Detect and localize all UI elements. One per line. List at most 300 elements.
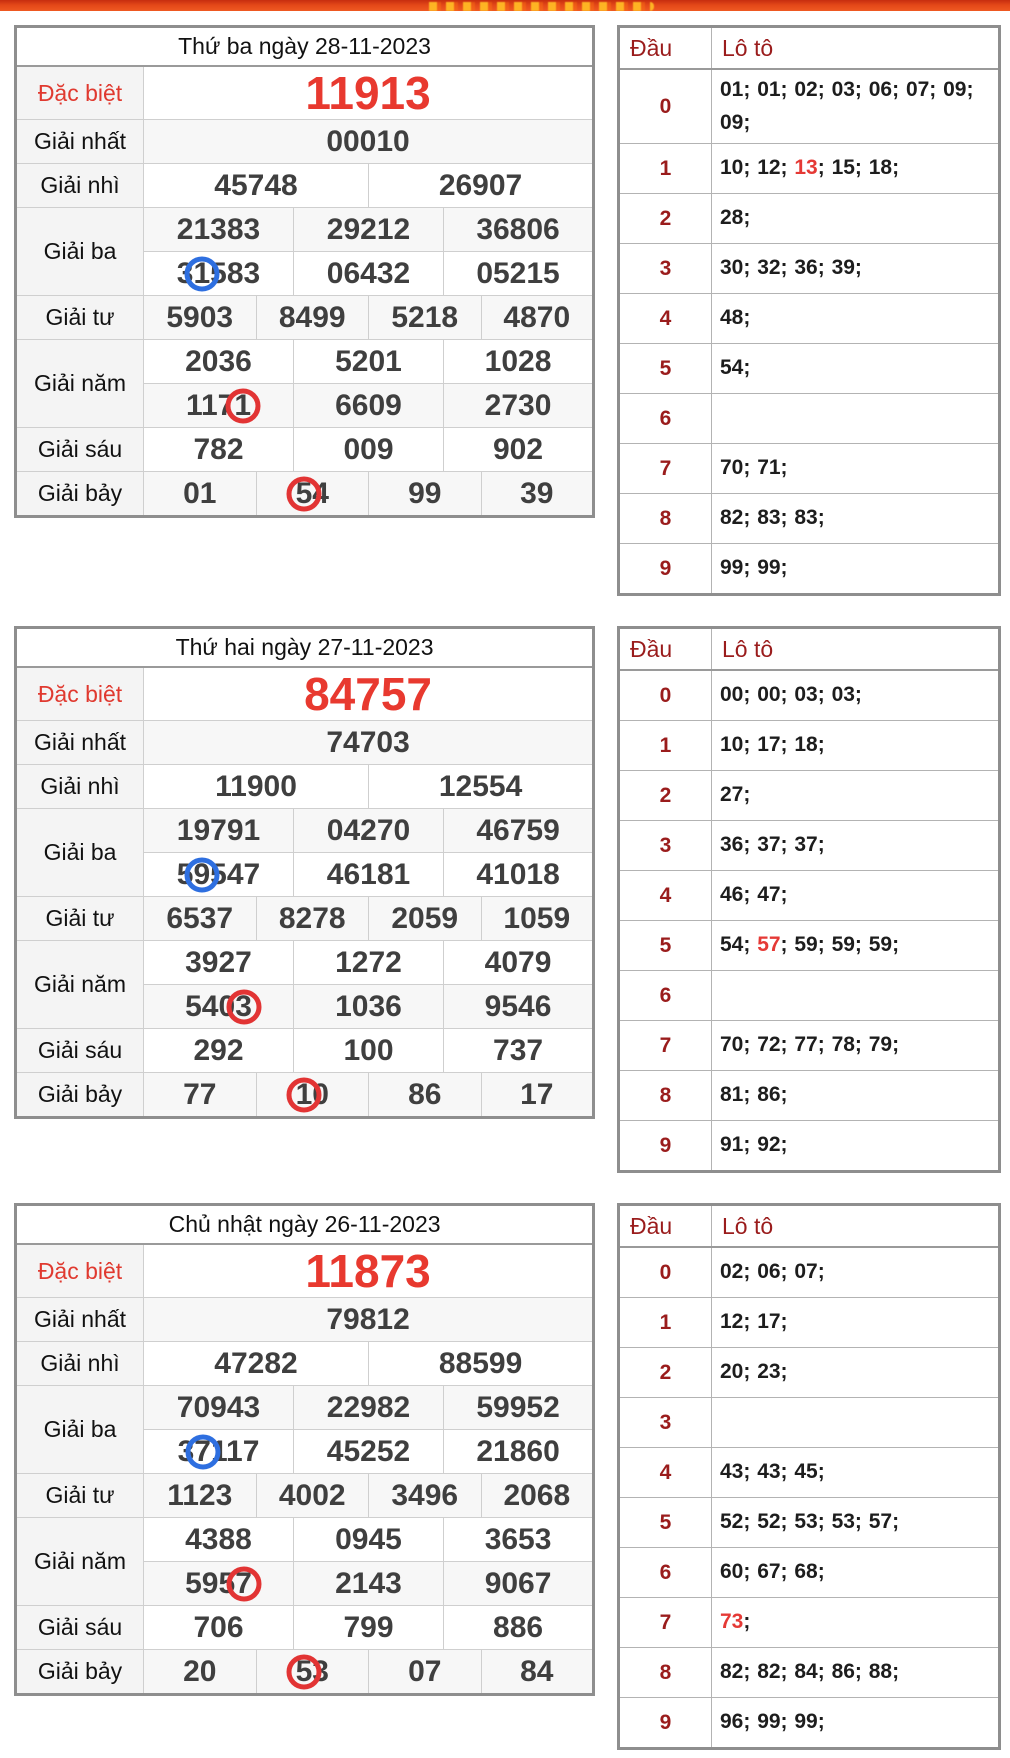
table-row	[619, 871, 1000, 921]
loto-value: 18	[794, 733, 818, 757]
dau-digit: 8	[619, 1071, 712, 1121]
loto-value: 53	[794, 1510, 818, 1534]
loto-value: 99	[794, 1710, 818, 1734]
table-row	[619, 921, 1000, 971]
dau-digit: 9	[619, 1121, 712, 1172]
table-row	[16, 1073, 594, 1118]
loto-value: 88	[868, 1660, 893, 1684]
prize-cell: 17	[481, 1073, 594, 1118]
prize-label: Giải ba	[16, 208, 144, 296]
red-circle-marker: 1	[234, 388, 252, 422]
table-row	[16, 120, 594, 164]
loto-values: 96; 99; 99;	[712, 1698, 1000, 1749]
loto-value: 03	[794, 683, 818, 707]
prize-cell: 799	[294, 1606, 444, 1650]
table-row	[619, 1498, 1000, 1548]
prize-cell: 5201	[294, 340, 444, 384]
loto-values: 46; 47;	[712, 871, 1000, 921]
prize-label: Giải nhì	[16, 765, 144, 809]
table-row	[16, 1244, 594, 1298]
prize-cell: 1028	[444, 340, 594, 384]
table-row	[16, 164, 594, 208]
table-row	[16, 27, 594, 67]
loto-value: 59	[868, 933, 893, 957]
prize-cell: 4079	[444, 941, 594, 985]
loto-value: 48	[720, 306, 744, 330]
table-row	[16, 1650, 594, 1695]
table-row	[16, 809, 594, 853]
loto-value: 06	[868, 78, 893, 101]
results-table	[14, 626, 595, 1119]
prize-cell: 2068	[481, 1474, 594, 1518]
prize-label: Đặc biệt	[16, 1244, 144, 1298]
loto-value: 07	[905, 78, 930, 101]
loto-value: 60	[720, 1560, 744, 1584]
loto-value: 46	[720, 883, 744, 907]
table-row	[16, 628, 594, 668]
loto-value: 37	[757, 833, 781, 857]
loto-values: 01; 01; 02; 03; 06; 07; 09; 09;	[712, 69, 1000, 144]
prize-label: Giải ba	[16, 809, 144, 897]
loto-value: 27	[720, 783, 744, 807]
date-header: Thứ ba ngày 28-11-2023	[16, 27, 594, 67]
table-row	[619, 1071, 1000, 1121]
prize-label: Giải bảy	[16, 1073, 144, 1118]
dau-digit: 8	[619, 1648, 712, 1698]
table-row	[619, 821, 1000, 871]
prize-cell: 12554	[369, 765, 594, 809]
table-row	[16, 667, 594, 721]
table-row	[16, 765, 594, 809]
table-row	[16, 1474, 594, 1518]
prize-cell: 292	[144, 1029, 294, 1073]
loto-value: 09	[720, 110, 744, 134]
table-row	[619, 1398, 1000, 1448]
results-table	[14, 1203, 595, 1696]
loto-value: 70	[720, 1033, 744, 1057]
prize-cell: 86	[369, 1073, 482, 1118]
table-row	[619, 721, 1000, 771]
table-row	[619, 1548, 1000, 1598]
loto-value: 57	[868, 1510, 893, 1534]
dau-digit: 5	[619, 344, 712, 394]
loto-values: 00; 00; 03; 03;	[712, 670, 1000, 721]
dau-digit: 1	[619, 144, 712, 194]
table-row	[16, 1342, 594, 1386]
loto-values: 12; 17;	[712, 1298, 1000, 1348]
table-row	[16, 208, 594, 252]
prize-label: Giải sáu	[16, 428, 144, 472]
loto-value: 53	[831, 1510, 855, 1534]
loto-value: 39	[831, 256, 855, 280]
table-row	[619, 144, 1000, 194]
table-row	[619, 771, 1000, 821]
loto-value: 20	[720, 1360, 744, 1384]
dau-header: Đầu	[619, 27, 712, 70]
loto-value: 59	[831, 933, 855, 957]
prize-cell: 04270	[294, 809, 444, 853]
dau-digit: 6	[619, 394, 712, 444]
red-circle-marker: 5	[295, 1654, 313, 1688]
table-row	[16, 1029, 594, 1073]
prize-cell: 99	[369, 472, 482, 517]
dau-loto-table	[617, 626, 1001, 1173]
loto-value: 52	[720, 1510, 744, 1534]
loto-values: 20; 23;	[712, 1348, 1000, 1398]
table-row	[619, 244, 1000, 294]
table-row	[619, 494, 1000, 544]
loto-value: 82	[720, 1660, 744, 1684]
loto-values: 28;	[712, 194, 1000, 244]
prize-cell: 100	[294, 1029, 444, 1073]
loto-value: 52	[757, 1510, 781, 1534]
table-row	[619, 628, 1000, 671]
table-row	[16, 66, 594, 120]
prize-cell: 59547	[144, 853, 294, 897]
loto-value: 17	[757, 733, 781, 757]
prize-label: Giải năm	[16, 941, 144, 1029]
dau-digit: 7	[619, 444, 712, 494]
dau-digit: 0	[619, 670, 712, 721]
prize-cell: 0945	[294, 1518, 444, 1562]
prize-label: Giải năm	[16, 1518, 144, 1606]
loto-value: 91	[720, 1133, 744, 1157]
dau-digit: 3	[619, 244, 712, 294]
prize-cell: 8499	[256, 296, 369, 340]
dau-digit: 1	[619, 1298, 712, 1348]
prize-cell: 9546	[444, 985, 594, 1029]
loto-header: Lô tô	[712, 628, 1000, 671]
loto-header: Lô tô	[712, 27, 1000, 70]
prize-cell: 79812	[144, 1298, 594, 1342]
date-header: Chủ nhật ngày 26-11-2023	[16, 1205, 594, 1245]
loto-values: 81; 86;	[712, 1071, 1000, 1121]
loto-values: 43; 43; 45;	[712, 1448, 1000, 1498]
dau-digit: 4	[619, 294, 712, 344]
loto-value: 84	[794, 1660, 818, 1684]
prize-label: Giải sáu	[16, 1029, 144, 1073]
loto-value: 12	[720, 1310, 744, 1334]
prize-cell: 10	[256, 1073, 369, 1118]
dau-header: Đầu	[619, 628, 712, 671]
loto-value: 23	[757, 1360, 781, 1384]
loto-value: 99	[757, 1710, 781, 1734]
loto-value: 15	[831, 156, 855, 180]
dau-digit: 2	[619, 771, 712, 821]
red-circle-marker: 3	[235, 989, 252, 1023]
prize-cell: 8278	[256, 897, 369, 941]
red-circle-marker: 5	[295, 476, 313, 510]
loto-value: 43	[720, 1460, 744, 1484]
prize-cell: 5218	[369, 296, 482, 340]
loto-values: 82; 82; 84; 86; 88;	[712, 1648, 1000, 1698]
prize-label: Giải nhì	[16, 1342, 144, 1386]
loto-value: 01	[757, 78, 781, 101]
prize-cell: 2730	[444, 384, 594, 428]
loto-value: 82	[720, 506, 744, 530]
prize-cell: 22982	[294, 1386, 444, 1430]
prize-cell: 706	[144, 1606, 294, 1650]
prize-cell: 782	[144, 428, 294, 472]
loto-value-highlighted: 13	[794, 156, 818, 180]
table-row	[619, 1205, 1000, 1248]
table-row	[619, 394, 1000, 444]
loto-values	[712, 394, 1000, 444]
loto-value: 00	[720, 683, 744, 707]
table-row	[619, 971, 1000, 1021]
table-row	[619, 294, 1000, 344]
dau-digit: 3	[619, 1398, 712, 1448]
prize-cell: 20	[144, 1650, 257, 1695]
table-row	[619, 344, 1000, 394]
loto-value: 18	[868, 156, 893, 180]
prize-cell: 46759	[444, 809, 594, 853]
prize-label: Giải bảy	[16, 472, 144, 517]
prize-cell: 6537	[144, 897, 257, 941]
red-circle-marker: 1	[295, 1077, 313, 1111]
prize-label: Giải tư	[16, 296, 144, 340]
loto-value: 30	[720, 256, 744, 280]
table-row	[619, 1348, 1000, 1398]
loto-value: 03	[831, 78, 855, 101]
table-row	[16, 1386, 594, 1430]
loto-value: 10	[720, 156, 744, 180]
prize-cell: 5403	[144, 985, 294, 1029]
prize-label: Giải tư	[16, 1474, 144, 1518]
prize-cell: 9067	[444, 1562, 594, 1606]
prize-cell: 45748	[144, 164, 369, 208]
prize-cell: 3927	[144, 941, 294, 985]
table-row	[16, 472, 594, 517]
table-row	[16, 1518, 594, 1562]
prize-cell: 37117	[144, 1430, 294, 1474]
table-row	[619, 544, 1000, 595]
prize-label: Đặc biệt	[16, 66, 144, 120]
loto-value: 72	[757, 1033, 781, 1057]
loto-values: 10; 12; 13; 15; 18;	[712, 144, 1000, 194]
dau-digit: 4	[619, 1448, 712, 1498]
loto-value: 78	[831, 1033, 855, 1057]
dau-digit: 5	[619, 1498, 712, 1548]
loto-value: 02	[720, 1260, 744, 1284]
loto-value: 01	[720, 78, 744, 101]
dau-digit: 5	[619, 921, 712, 971]
dau-loto-table	[617, 1203, 1001, 1750]
prize-cell: 1036	[294, 985, 444, 1029]
prize-cell: 11900	[144, 765, 369, 809]
prize-cell: 737	[444, 1029, 594, 1073]
table-row	[619, 1698, 1000, 1749]
dau-digit: 9	[619, 544, 712, 595]
loto-value: 79	[868, 1033, 893, 1057]
prize-cell: 1272	[294, 941, 444, 985]
top-banner	[0, 0, 1010, 11]
table-row	[16, 897, 594, 941]
prize-label: Giải năm	[16, 340, 144, 428]
table-row	[16, 296, 594, 340]
loto-value: 28	[720, 206, 744, 230]
loto-values	[712, 971, 1000, 1021]
prize-cell: 21860	[444, 1430, 594, 1474]
loto-values: 60; 67; 68;	[712, 1548, 1000, 1598]
table-row	[16, 1205, 594, 1245]
loto-values: 48;	[712, 294, 1000, 344]
loto-values: 30; 32; 36; 39;	[712, 244, 1000, 294]
dau-digit: 7	[619, 1021, 712, 1071]
prize-cell: 26907	[369, 164, 594, 208]
loto-value: 32	[757, 256, 781, 280]
prize-cell: 06432	[294, 252, 444, 296]
prize-cell: 01	[144, 472, 257, 517]
prize-cell: 45252	[294, 1430, 444, 1474]
table-row	[619, 1247, 1000, 1298]
prize-cell: 21383	[144, 208, 294, 252]
table-row	[16, 340, 594, 384]
loto-value: 92	[757, 1133, 781, 1157]
table-row	[619, 194, 1000, 244]
loto-values: 99; 99;	[712, 544, 1000, 595]
loto-value: 86	[831, 1660, 855, 1684]
dau-loto-table	[617, 25, 1001, 596]
dau-header: Đầu	[619, 1205, 712, 1248]
table-row	[619, 1598, 1000, 1648]
prize-cell: 11873	[144, 1244, 594, 1298]
dau-digit: 0	[619, 69, 712, 144]
loto-value: 81	[720, 1083, 744, 1107]
prize-cell: 88599	[369, 1342, 594, 1386]
loto-value: 03	[831, 683, 855, 707]
dau-digit: 9	[619, 1698, 712, 1749]
table-row	[16, 1606, 594, 1650]
loto-value: 36	[794, 256, 818, 280]
dau-digit: 2	[619, 1348, 712, 1398]
loto-values: 52; 52; 53; 53; 57;	[712, 1498, 1000, 1548]
loto-value: 45	[794, 1460, 818, 1484]
loto-value: 47	[757, 883, 781, 907]
loto-value: 77	[794, 1033, 818, 1057]
prize-label: Giải tư	[16, 897, 144, 941]
dau-digit: 7	[619, 1598, 712, 1648]
loto-value: 67	[757, 1560, 781, 1584]
prize-cell: 19791	[144, 809, 294, 853]
loto-value: 70	[720, 456, 744, 480]
prize-cell: 74703	[144, 721, 594, 765]
loto-values	[712, 1398, 1000, 1448]
prize-cell: 009	[294, 428, 444, 472]
loto-value: 43	[757, 1460, 781, 1484]
loto-value: 83	[794, 506, 818, 530]
loto-values: 70; 72; 77; 78; 79;	[712, 1021, 1000, 1071]
prize-cell: 84757	[144, 667, 594, 721]
prize-cell: 5903	[144, 296, 257, 340]
dau-digit: 8	[619, 494, 712, 544]
prize-cell: 05215	[444, 252, 594, 296]
prize-label: Giải nhất	[16, 120, 144, 164]
prize-cell: 70943	[144, 1386, 294, 1430]
prize-cell: 41018	[444, 853, 594, 897]
dau-digit: 2	[619, 194, 712, 244]
blue-circle-marker: 7	[194, 1434, 211, 1468]
table-row	[16, 941, 594, 985]
prize-cell: 1123	[144, 1474, 257, 1518]
loto-value: 71	[757, 456, 781, 480]
prize-label: Giải bảy	[16, 1650, 144, 1695]
loto-values: 54; 57; 59; 59; 59;	[712, 921, 1000, 971]
prize-cell: 11913	[144, 66, 594, 120]
dau-digit: 6	[619, 1548, 712, 1598]
prize-cell: 2059	[369, 897, 482, 941]
table-row	[16, 428, 594, 472]
prize-cell: 4388	[144, 1518, 294, 1562]
table-row	[619, 1121, 1000, 1172]
loto-values: 36; 37; 37;	[712, 821, 1000, 871]
loto-value: 12	[757, 156, 781, 180]
loto-values: 10; 17; 18;	[712, 721, 1000, 771]
prize-cell: 54	[256, 472, 369, 517]
prize-cell: 36806	[444, 208, 594, 252]
prize-cell: 5957	[144, 1562, 294, 1606]
loto-value: 36	[720, 833, 744, 857]
prize-cell: 886	[444, 1606, 594, 1650]
dau-digit: 6	[619, 971, 712, 1021]
dau-digit: 0	[619, 1247, 712, 1298]
prize-cell: 902	[444, 428, 594, 472]
loto-value: 99	[757, 556, 781, 580]
loto-value: 82	[757, 1660, 781, 1684]
prize-cell: 3496	[369, 1474, 482, 1518]
prize-cell: 2036	[144, 340, 294, 384]
prize-cell: 39	[481, 472, 594, 517]
loto-values: 02; 06; 07;	[712, 1247, 1000, 1298]
prize-cell: 47282	[144, 1342, 369, 1386]
loto-values: 27;	[712, 771, 1000, 821]
prize-cell: 31583	[144, 252, 294, 296]
loto-values: 91; 92;	[712, 1121, 1000, 1172]
table-row	[619, 1448, 1000, 1498]
prize-cell: 2143	[294, 1562, 444, 1606]
table-row	[619, 1298, 1000, 1348]
prize-cell: 46181	[294, 853, 444, 897]
loto-value: 96	[720, 1710, 744, 1734]
prize-cell: 07	[369, 1650, 482, 1695]
loto-values: 82; 83; 83;	[712, 494, 1000, 544]
prize-label: Giải nhất	[16, 721, 144, 765]
loto-value-highlighted: 57	[757, 933, 781, 957]
loto-value: 07	[794, 1260, 818, 1284]
table-row	[619, 69, 1000, 144]
blue-circle-marker: 9	[193, 857, 211, 891]
loto-value: 17	[757, 1310, 781, 1334]
prize-cell: 4870	[481, 296, 594, 340]
prize-cell: 77	[144, 1073, 257, 1118]
dau-digit: 1	[619, 721, 712, 771]
loto-value: 37	[794, 833, 818, 857]
loto-value: 83	[757, 506, 781, 530]
red-circle-marker: 7	[235, 1566, 252, 1600]
prize-label: Đặc biệt	[16, 667, 144, 721]
loto-values: 54;	[712, 344, 1000, 394]
banner-decoration	[424, 2, 654, 11]
prize-cell: 1059	[481, 897, 594, 941]
prize-cell: 84	[481, 1650, 594, 1695]
prize-cell: 00010	[144, 120, 594, 164]
loto-value: 86	[757, 1083, 781, 1107]
loto-value-highlighted: 73	[720, 1610, 744, 1634]
results-table	[14, 25, 595, 518]
loto-value: 10	[720, 733, 744, 757]
table-row	[619, 1021, 1000, 1071]
loto-value: 09	[943, 78, 967, 101]
